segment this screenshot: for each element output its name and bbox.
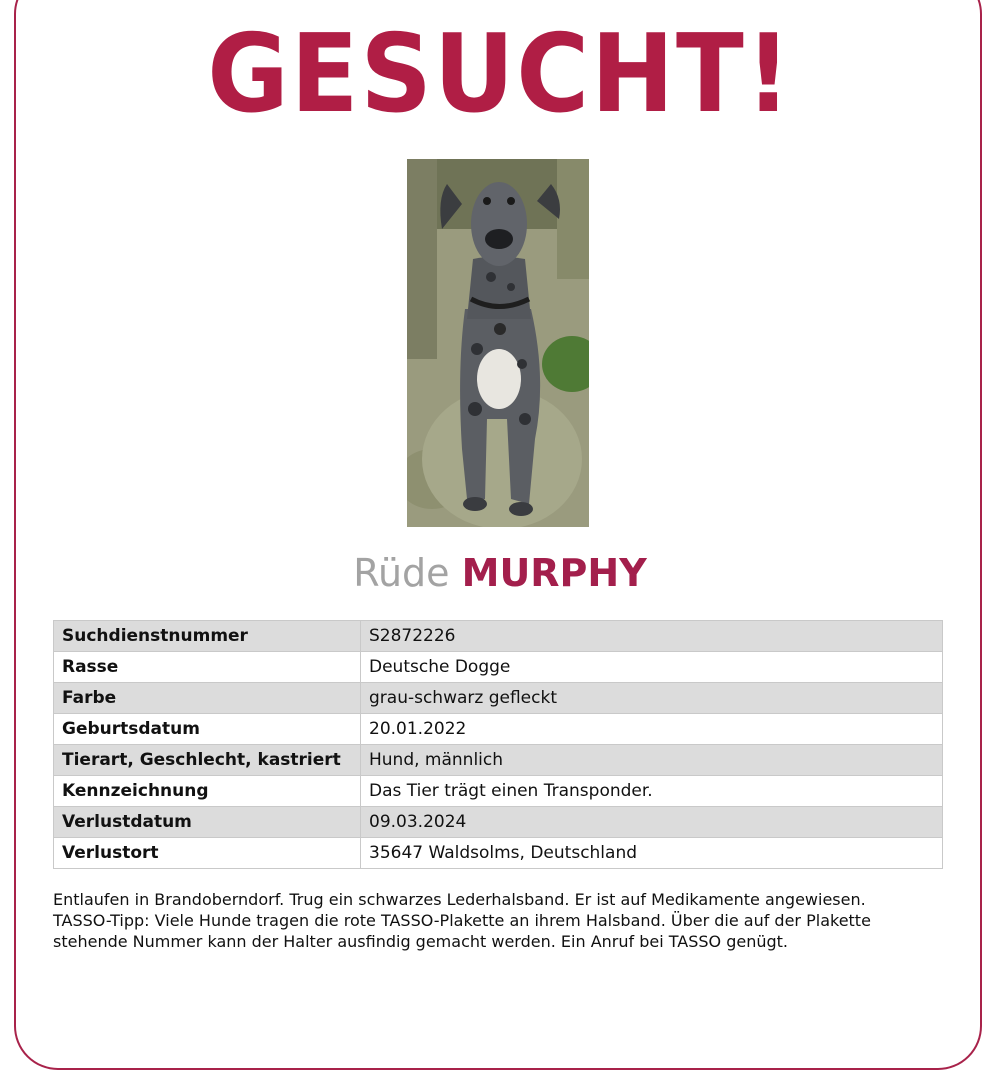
note-line: stehende Nummer kann der Halter ausfindig gemacht werden. Ein Anruf bei TASSO genügt. [53,932,789,951]
detail-key: Kennzeichnung [54,776,361,807]
detail-key: Geburtsdatum [54,714,361,745]
table-row [54,714,943,745]
detail-value: 09.03.2024 [361,807,943,838]
note-line: TASSO-Tipp: Viele Hunde tragen die rote TASSO-Plakette an ihrem Halsband. Über die auf der Plakette [53,911,871,930]
detail-key: Farbe [54,683,361,714]
animal-sex: Rüde [353,551,450,595]
detail-key: Suchdienstnummer [54,621,361,652]
table-row [54,621,943,652]
table-row [54,683,943,714]
animal-name-line [0,548,1000,598]
detail-value: S2872226 [361,621,943,652]
detail-value: 20.01.2022 [361,714,943,745]
table-row [54,745,943,776]
detail-value: 35647 Waldsolms, Deutschland [361,838,943,869]
details-table [53,620,943,869]
table-row [54,776,943,807]
headline: GESUCHT! [207,12,793,137]
dog-photo [407,159,589,527]
table-row [54,838,943,869]
detail-key: Verlustort [54,838,361,869]
detail-value: Hund, männlich [361,745,943,776]
detail-key: Rasse [54,652,361,683]
notes-block [53,889,953,952]
note-line: Entlaufen in Brandoberndorf. Trug ein schwarzes Lederhalsband. Er ist auf Medikamente angewiesen. [53,890,866,909]
detail-key: Verlustdatum [54,807,361,838]
table-row [54,652,943,683]
detail-key: Tierart, Geschlecht, kastriert [54,745,361,776]
table-row [54,807,943,838]
detail-value: grau-schwarz gefleckt [361,683,943,714]
detail-value: Das Tier trägt einen Transponder. [361,776,943,807]
animal-name: MURPHY [461,551,647,595]
detail-value: Deutsche Dogge [361,652,943,683]
